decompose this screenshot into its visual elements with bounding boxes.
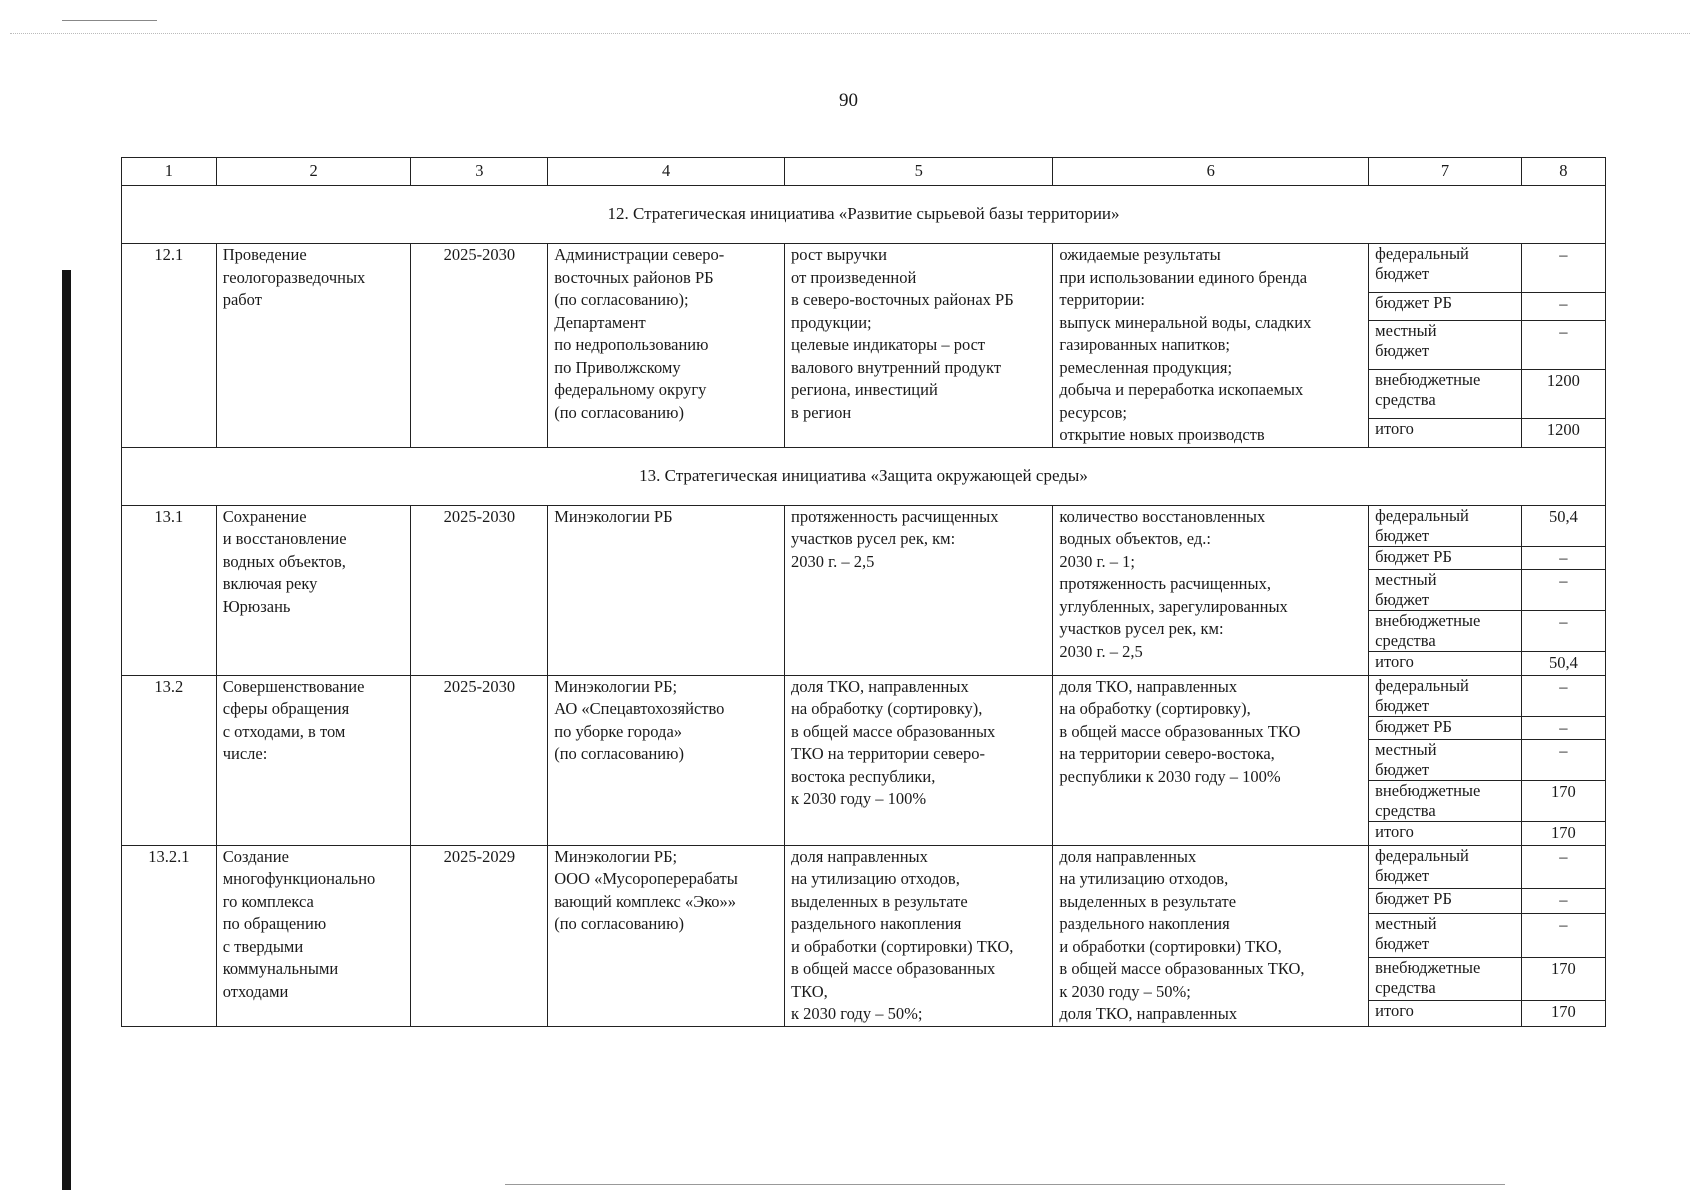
- table-row: [122, 244, 1606, 293]
- item-indicators: протяженность расчищенных участков русел рек, км: 2030 г. – 2,5: [785, 505, 1053, 675]
- scan-dotted-rule: [10, 33, 1690, 34]
- item-number: 13.1: [122, 505, 217, 675]
- item-period: 2025-2030: [411, 244, 548, 448]
- financing-amount: –: [1521, 570, 1605, 611]
- financing-source: местный бюджет: [1369, 740, 1522, 781]
- financing-amount: –: [1521, 675, 1605, 716]
- financing-source: итого: [1369, 652, 1522, 676]
- section-row: [122, 186, 1606, 244]
- item-name: Сохранение и восстановление водных объектов, включая реку Юрюзань: [216, 505, 411, 675]
- financing-source: внебюджетные средства: [1369, 781, 1522, 822]
- column-number: 8: [1521, 158, 1605, 186]
- column-number: 7: [1369, 158, 1522, 186]
- financing-amount: –: [1521, 889, 1605, 914]
- financing-amount: 50,4: [1521, 505, 1605, 546]
- financing-source: местный бюджет: [1369, 321, 1522, 370]
- financing-amount: 170: [1521, 1001, 1605, 1026]
- financing-source: федеральный бюджет: [1369, 845, 1522, 889]
- item-number: 12.1: [122, 244, 217, 448]
- financing-source: бюджет РБ: [1369, 889, 1522, 914]
- column-number: 2: [216, 158, 411, 186]
- financing-amount: –: [1521, 845, 1605, 889]
- item-number: 13.2: [122, 675, 217, 845]
- financing-source: федеральный бюджет: [1369, 675, 1522, 716]
- item-name: Создание многофункционально го комплекса по обращению с твердыми коммунальными отходами: [216, 845, 411, 1026]
- financing-source: внебюджетные средства: [1369, 370, 1522, 419]
- section-title: 13. Стратегическая инициатива «Защита окружающей среды»: [122, 447, 1606, 505]
- financing-source: внебюджетные средства: [1369, 957, 1522, 1001]
- financing-amount: 170: [1521, 781, 1605, 822]
- item-period: 2025-2030: [411, 505, 548, 675]
- financing-source: внебюджетные средства: [1369, 611, 1522, 652]
- section-title: 12. Стратегическая инициатива «Развитие сырьевой базы территории»: [122, 186, 1606, 244]
- item-results: ожидаемые результаты при использовании единого бренда территории: выпуск минеральной воды, сладких газированных напитков; ремесленная продукция; добыча и переработка ископаемых ресурсов; открытие новых производств: [1053, 244, 1369, 448]
- item-indicators: рост выручки от произведенной в северо-восточных районах РБ продукции; целевые индикаторы – рост валового внутренний продукт региона, инвестиций в регион: [785, 244, 1053, 448]
- financing-amount: –: [1521, 244, 1605, 293]
- item-period: 2025-2029: [411, 845, 548, 1026]
- table-row: [122, 845, 1606, 889]
- financing-amount: –: [1521, 321, 1605, 370]
- financing-amount: –: [1521, 293, 1605, 321]
- column-number: 6: [1053, 158, 1369, 186]
- table-body: [122, 158, 1606, 1027]
- page-number: 90: [839, 90, 858, 111]
- item-indicators: доля направленных на утилизацию отходов, выделенных в результате раздельного накопления и обработки (сортировки) ТКО, в общей массе образованных ТКО, к 2030 году – 50%;: [785, 845, 1053, 1026]
- item-results: количество восстановленных водных объектов, ед.: 2030 г. – 1; протяженность расчищенных, углубленных, зарегулированных участков русел рек, км: 2030 г. – 2,5: [1053, 505, 1369, 675]
- column-number: 3: [411, 158, 548, 186]
- table-row: [122, 505, 1606, 546]
- item-number: 13.2.1: [122, 845, 217, 1026]
- financing-amount: 170: [1521, 957, 1605, 1001]
- item-name: Проведение геологоразведочных работ: [216, 244, 411, 448]
- item-executors: Минэкологии РБ: [548, 505, 785, 675]
- table-row: [122, 675, 1606, 716]
- column-number-row: [122, 158, 1606, 186]
- financing-amount: –: [1521, 740, 1605, 781]
- financing-amount: –: [1521, 546, 1605, 570]
- financing-source: местный бюджет: [1369, 914, 1522, 958]
- financing-amount: –: [1521, 914, 1605, 958]
- column-number: 5: [785, 158, 1053, 186]
- item-executors: Администрации северо- восточных районов РБ (по согласованию); Департамент по недропользованию по Приволжскому федеральному округу (по согласованию): [548, 244, 785, 448]
- financing-source: федеральный бюджет: [1369, 244, 1522, 293]
- financing-amount: –: [1521, 716, 1605, 740]
- financing-source: итого: [1369, 822, 1522, 846]
- scan-bottom-rule: [505, 1184, 1505, 1185]
- financing-source: местный бюджет: [1369, 570, 1522, 611]
- financing-source: бюджет РБ: [1369, 716, 1522, 740]
- financing-amount: 170: [1521, 822, 1605, 846]
- financing-source: итого: [1369, 1001, 1522, 1026]
- scan-binding-edge: [62, 270, 71, 1190]
- financing-source: итого: [1369, 419, 1522, 447]
- financing-amount: 1200: [1521, 419, 1605, 447]
- financing-source: бюджет РБ: [1369, 546, 1522, 570]
- financing-source: бюджет РБ: [1369, 293, 1522, 321]
- item-name: Совершенствование сферы обращения с отходами, в том числе:: [216, 675, 411, 845]
- financing-amount: –: [1521, 611, 1605, 652]
- column-number: 1: [122, 158, 217, 186]
- item-executors: Минэкологии РБ; ООО «Мусороперерабаты вающий комплекс «Эко»» (по согласованию): [548, 845, 785, 1026]
- item-results: доля ТКО, направленных на обработку (сортировку), в общей массе образованных ТКО на территории северо-востока, республики к 2030 году – 100%: [1053, 675, 1369, 845]
- item-executors: Минэкологии РБ; АО «Спецавтохозяйство по уборке города» (по согласованию): [548, 675, 785, 845]
- initiatives-table: [121, 157, 1606, 1027]
- financing-amount: 1200: [1521, 370, 1605, 419]
- financing-amount: 50,4: [1521, 652, 1605, 676]
- item-indicators: доля ТКО, направленных на обработку (сортировку), в общей массе образованных ТКО на территории северо- востока республики, к 2030 году – 100%: [785, 675, 1053, 845]
- financing-source: федеральный бюджет: [1369, 505, 1522, 546]
- item-period: 2025-2030: [411, 675, 548, 845]
- column-number: 4: [548, 158, 785, 186]
- item-results: доля направленных на утилизацию отходов, выделенных в результате раздельного накопления и обработки (сортировки) ТКО, в общей массе образованных ТКО, к 2030 году – 50%; доля ТКО, направленных: [1053, 845, 1369, 1026]
- scan-top-rule: [62, 20, 157, 21]
- section-row: [122, 447, 1606, 505]
